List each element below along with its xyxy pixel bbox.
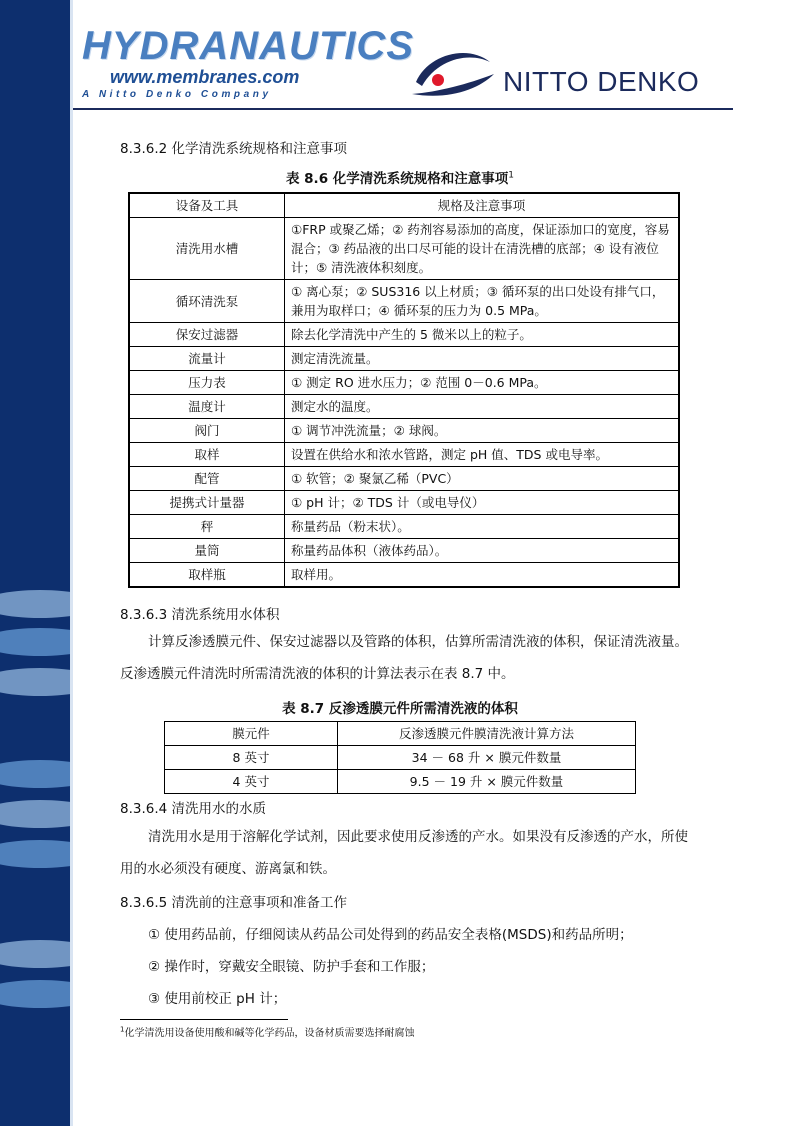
table-row bbox=[129, 443, 679, 467]
table-header-cell: 设备及工具 bbox=[129, 193, 285, 218]
table-header-cell: 膜元件 bbox=[165, 722, 338, 746]
footnote bbox=[120, 1024, 414, 1039]
table-cell-detail: ① 测定 RO 进水压力；② 范围 0－0.6 MPa。 bbox=[285, 371, 680, 395]
table-cell-item: 清洗用水槽 bbox=[129, 218, 285, 280]
table-cell-detail: 34 － 68 升 × 膜元件数量 bbox=[338, 746, 636, 770]
table-cell-item: 量筒 bbox=[129, 539, 285, 563]
table-row bbox=[129, 563, 679, 588]
list-item: ① 使用药品前，仔细阅读从药品公司处得到的药品安全表格(MSDS)和药品所明； bbox=[148, 927, 633, 943]
table-header-cell: 反渗透膜元件膜清洗液计算方法 bbox=[338, 722, 636, 746]
hydranautics-tagline: A Nitto Denko Company bbox=[82, 89, 272, 100]
table-cell-detail: ① 调节冲洗流量；② 球阀。 bbox=[285, 419, 680, 443]
table-cell-detail: 除去化学清洗中产生的 5 微米以上的粒子。 bbox=[285, 323, 680, 347]
table-cell-item: 取样 bbox=[129, 443, 285, 467]
table-cell-item: 流量计 bbox=[129, 347, 285, 371]
table-cell-detail: ①FRP 或聚乙烯；② 药剂容易添加的高度，保证添加口的宽度，容易混合；③ 药品液的出口尽可能的设计在清洗槽的底部；④ 设有液位计；⑤ 清洗液体积刻度。 bbox=[285, 218, 680, 280]
table-8-7 bbox=[164, 721, 636, 794]
hydranautics-url: www.membranes.com bbox=[110, 67, 300, 87]
table-row bbox=[165, 770, 636, 794]
table-cell-item: 保安过滤器 bbox=[129, 323, 285, 347]
table-cell-item: 8 英寸 bbox=[165, 746, 338, 770]
list-item: ② 操作时，穿戴安全眼镜、防护手套和工作服； bbox=[148, 959, 435, 975]
table-cell-detail: 称量药品体积（液体药品）。 bbox=[285, 539, 680, 563]
footnote-marker: 1 bbox=[508, 170, 515, 181]
table-row bbox=[165, 746, 636, 770]
table-row bbox=[129, 419, 679, 443]
header-divider bbox=[73, 108, 733, 110]
table-cell-detail: ① pH 计；② TDS 计（或电导仪） bbox=[285, 491, 680, 515]
table-cell-detail: 测定清洗流量。 bbox=[285, 347, 680, 371]
table-cell-item: 4 英寸 bbox=[165, 770, 338, 794]
paragraph-8364: 清洗用水是用于溶解化学试剂，因此要求使用反渗透的产水。如果没有反渗透的产水，所使用的水必须没有硬度、游离氯和铁。 bbox=[120, 829, 688, 877]
table-cell-item: 温度计 bbox=[129, 395, 285, 419]
table-cell-detail: ① 离心泵；② SUS316 以上材质；③ 循环泵的出口处设有排气口，兼用为取样口；④ 循环泵的压力为 0.5 MPa。 bbox=[285, 280, 680, 323]
decorative-side-band bbox=[0, 0, 70, 1126]
table-cell-item: 秤 bbox=[129, 515, 285, 539]
nitto-denko-logo bbox=[408, 44, 708, 104]
section-heading-8365: 8.3.6.5 清洗前的注意事项和准备工作 bbox=[120, 895, 348, 911]
table-row bbox=[129, 395, 679, 419]
table-8-7-caption: 表 8.7 反渗透膜元件所需清洗液的体积 bbox=[282, 701, 518, 717]
table-header-row bbox=[129, 193, 679, 218]
table-cell-detail: 取样用。 bbox=[285, 563, 680, 588]
table-row bbox=[129, 218, 679, 280]
table-cell-item: 配管 bbox=[129, 467, 285, 491]
table-cell-detail: 称量药品（粉末状）。 bbox=[285, 515, 680, 539]
table-cell-detail: 9.5 － 19 升 × 膜元件数量 bbox=[338, 770, 636, 794]
table-row bbox=[129, 467, 679, 491]
table-8-6-caption bbox=[120, 167, 680, 187]
side-strip bbox=[70, 0, 73, 1126]
table-cell-item: 取样瓶 bbox=[129, 563, 285, 588]
list-item: ③ 使用前校正 pH 计； bbox=[148, 991, 287, 1007]
table-body bbox=[129, 218, 679, 588]
table-row bbox=[129, 280, 679, 323]
section-heading-8362: 8.3.6.2 化学清洗系统规格和注意事项 bbox=[120, 141, 348, 157]
table-8-6 bbox=[128, 192, 680, 588]
table-cell-item: 压力表 bbox=[129, 371, 285, 395]
table-row bbox=[129, 371, 679, 395]
table-body bbox=[165, 746, 636, 794]
table-row bbox=[129, 539, 679, 563]
table-cell-detail: ① 软管；② 聚氯乙稀（PVC） bbox=[285, 467, 680, 491]
section-heading-8363: 8.3.6.3 清洗系统用水体积 bbox=[120, 607, 280, 623]
hydranautics-logo bbox=[80, 24, 414, 104]
paragraph-8363: 计算反渗透膜元件、保安过滤器以及管路的体积，估算所需清洗液的体积，保证清洗液量。反渗透膜元件清洗时所需清洗液的体积的计算法表示在表 8.7 中。 bbox=[120, 634, 688, 682]
table-header-cell: 规格及注意事项 bbox=[285, 193, 680, 218]
table-header-row bbox=[165, 722, 636, 746]
table-cell-detail: 测定水的温度。 bbox=[285, 395, 680, 419]
nitto-denko-emblem-icon bbox=[408, 44, 498, 104]
nitto-denko-wordmark: NITTO DENKO bbox=[503, 66, 700, 97]
section-heading-8364: 8.3.6.4 清洗用水的水质 bbox=[120, 801, 267, 817]
table-cell-detail: 设置在供给水和浓水管路，测定 pH 值、TDS 或电导率。 bbox=[285, 443, 680, 467]
table-row bbox=[129, 491, 679, 515]
footnote-divider bbox=[120, 1019, 288, 1020]
table-cell-item: 提携式计量器 bbox=[129, 491, 285, 515]
table-row bbox=[129, 323, 679, 347]
table-row bbox=[129, 347, 679, 371]
table-row bbox=[129, 515, 679, 539]
table-8-6-caption-text: 表 8.6 化学清洗系统规格和注意事项 bbox=[285, 171, 509, 187]
table-cell-item: 阀门 bbox=[129, 419, 285, 443]
table-cell-item: 循环清洗泵 bbox=[129, 280, 285, 323]
footnote-text: 化学清洗用设备使用酸和碱等化学药品，设备材质需要选择耐腐蚀 bbox=[124, 1028, 415, 1039]
hydranautics-wordmark: HYDRANAUTICS bbox=[82, 24, 414, 68]
footnote-mark: 1 bbox=[120, 1025, 125, 1034]
